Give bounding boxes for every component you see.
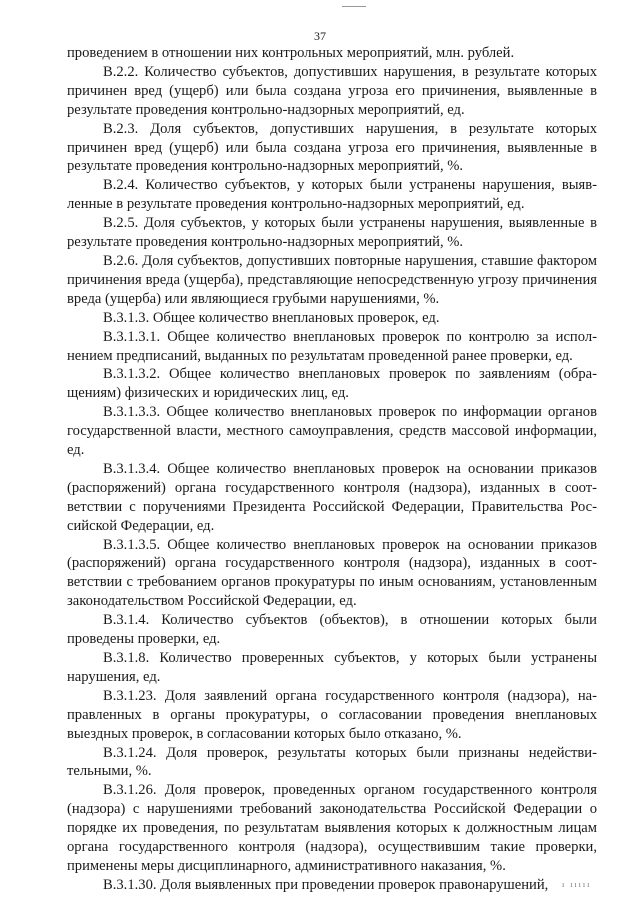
paragraph-v-3-1-3-4: В.3.1.3.4. Общее количество внеплановых проверок на основании приказов (распоряжений) органа государственного контроля (надзора), изданных в соответствии с поручениями Президента Российской Федерации, Правительства Российской Федерации, ед. [67, 460, 597, 534]
paragraph-v-3-1-30: В.3.1.30. Доля выявленных при проведении проверок правонарушений, [103, 876, 549, 893]
paragraph-v-3-1-3-2: В.3.1.3.2. Общее количество внеплановых проверок по заявлениям (обращениям) физических и юридических лиц, ед. [67, 366, 597, 402]
footer-scan-mark: ı ııııı [562, 880, 592, 889]
paragraph-v-3-1-4: В.3.1.4. Количество субъектов (объектов), в отношении которых были проведены проверки, ед. [67, 612, 597, 648]
paragraph-v-3-1-3: В.3.1.3. Общее количество внеплановых проверок, ед. [103, 309, 440, 326]
paragraph-v-3-1-23: В.3.1.23. Доля заявлений органа государственного контроля (надзора), направленных в органы прокуратуры, о согласовании проведения внеплановых выездных проверок, в согласовании которых было отказано, %. [67, 687, 597, 742]
paragraph-v-2-6: В.2.6. Доля субъектов, допустивших повторные нарушения, ставшие фактором причинения вреда (ущерба), представляющие непосредственную угрозу причинения вреда (ущерба) или являющиеся грубыми нарушениями, %. [67, 252, 597, 307]
paragraph-v-3-1-24: В.3.1.24. Доля проверок, результаты которых были признаны недействительными, %. [67, 744, 597, 780]
paragraph-v-3-1-26: В.3.1.26. Доля проверок, проведенных органом государственного контроля (надзора) с нарушениями требований законодательства Российской Федерации о порядке их проведения, по результатам выявления которых к должностным лицам органа государственного контроля (надзора), осуществившим такие проверки, применены меры дисциплинарного, административного наказания, %. [67, 782, 597, 874]
paragraph-v-2-5: В.2.5. Доля субъектов, у которых были устранены нарушения, выявленные в результате проведения контрольно-надзорных мероприятий, %. [67, 215, 597, 251]
scan-artifact [342, 6, 366, 7]
paragraph-v-3-1-3-5: В.3.1.3.5. Общее количество внеплановых проверок на основании приказов (распоряжений) органа государственного контроля (надзора), изданных в соответствии с требованием органов прокуратуры по иным основаниям, установленным законодательством Российской Федерации, ед. [67, 536, 597, 610]
paragraph-v-3-1-3-3: В.3.1.3.3. Общее количество внеплановых проверок по информации органов государственной власти, местного самоуправления, средств массовой информации, ед. [67, 404, 597, 459]
paragraph-v-2-2: В.2.2. Количество субъектов, допустивших нарушения, в результате которых причинен вред (ущерб) или была создана угроза его причинения, выявленные в результате проведения контрольно-надзорных мероприятий, ед. [67, 63, 597, 118]
paragraph-v-2-4: В.2.4. Количество субъектов, у которых были устранены нарушения, выявленные в результате проведения контрольно-надзорных мероприятий, ед. [67, 177, 597, 213]
document-body [67, 44, 597, 895]
paragraph-continuation: проведением в отношении них контрольных мероприятий, млн. рублей. [67, 45, 515, 61]
paragraph-v-3-1-8: В.3.1.8. Количество проверенных субъектов, у которых были устранены нарушения, ед. [67, 650, 597, 685]
paragraph-v-2-3: В.2.3. Доля субъектов, допустивших нарушения, в результате которых причинен вред (ущерб) или была создана угроза его причинения, выявленные в результате проведения контрольно-надзорных мероприятий, %. [67, 120, 597, 175]
paragraph-v-3-1-3-1: В.3.1.3.1. Общее количество внеплановых проверок по контролю за исполнением предписаний, выданных по результатам проведенной ранее проверки, ед. [67, 328, 597, 364]
page-number: 37 [314, 29, 326, 43]
